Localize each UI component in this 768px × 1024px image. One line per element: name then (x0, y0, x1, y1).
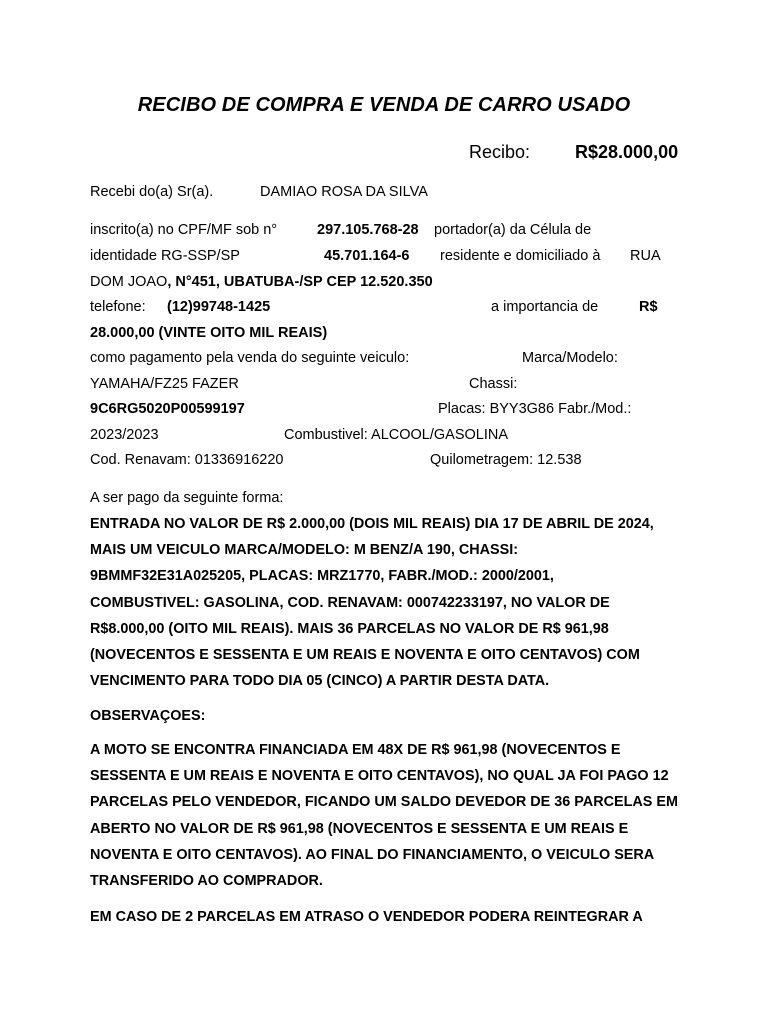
phone-value: (12)99748-1425 (167, 299, 271, 315)
received-from-name: DAMIAO ROSA DA SILVA (260, 184, 428, 200)
chassis-value: 9C6RG5020P00599197 (90, 401, 245, 417)
payment-line: (NOVECENTOS E SESSENTA E UM REAIS E NOVENTA E OITO CENTAVOS) COM (90, 647, 640, 664)
received-from-label: Recebi do(a) Sr(a). (90, 184, 214, 200)
observations-heading: OBSERVAÇOES: (90, 708, 206, 724)
payment-line: ENTRADA NO VALOR DE R$ 2.000,00 (DOIS MIL REAIS) DIA 17 DE ABRIL DE 2024, (90, 516, 654, 532)
observation-line: NOVENTA E OITO CENTAVOS). AO FINAL DO FINANCIAMENTO, O VEICULO SERA (90, 846, 655, 863)
brand-model-value: YAMAHA/FZ25 FAZER (90, 376, 239, 392)
observations-text (90, 737, 690, 894)
id-type: identidade RG-SSP/SP (90, 248, 240, 264)
document-title: RECIBO DE COMPRA E VENDA DE CARRO USADO (137, 94, 631, 116)
payment-line: VENCIMENTO PARA TODO DIA 05 (CINCO) A PARTIR DESTA DATA. (90, 673, 550, 690)
address-rest: , N°451, UBATUBA-/SP CEP 12.520.350 (167, 274, 433, 290)
receipt-amount: R$28.000,00 (575, 142, 679, 162)
observation-line: SESSENTA E UM REAIS E NOVENTA E OITO CENTAVOS), NO QUAL JA FOI PAGO 12 (90, 768, 669, 785)
id-value: 45.701.164-6 (324, 248, 410, 264)
payment-for-label: como pagamento pela venda do seguinte veiculo: (90, 350, 410, 366)
street-part-a: RUA (630, 248, 661, 264)
cpf-value: 297.105.768-28 (317, 222, 419, 238)
year-value: 2023/2023 (90, 427, 159, 443)
observation-line: A MOTO SE ENCONTRA FINANCIADA EM 48X DE R$ 961,98 (NOVECENTOS E (90, 742, 621, 758)
residence-label: residente e domiciliado à (440, 248, 601, 264)
final-clause: EM CASO DE 2 PARCELAS EM ATRASO O VENDEDOR PODERA REINTEGRAR A (90, 909, 643, 925)
observation-line: ABERTO NO VALOR DE R$ 961,98 (NOVECENTOS E SESSENTA E UM REAIS E (90, 820, 629, 837)
payment-line: 9BMMF32E31A025205, PLACAS: MRZ1770, FABR./MOD.: 2000/2001, (90, 568, 554, 585)
renavam-text: Cod. Renavam: 01336916220 (90, 452, 284, 468)
payment-line: MAIS UM VEICULO MARCA/MODELO: M BENZ/A 190, CHASSI: (90, 542, 519, 559)
observation-line: PARCELAS PELO VENDEDOR, FICANDO UM SALDO DEVEDOR DE 36 PARCELAS EM (90, 794, 678, 811)
payment-line: COMBUSTIVEL: GASOLINA, COD. RENAVAM: 000742233197, NO VALOR DE (90, 594, 610, 611)
amount-words: 28.000,00 (VINTE OITO MIL REAIS) (90, 325, 328, 341)
cpf-label: inscrito(a) no CPF/MF sob n° (90, 222, 278, 238)
payment-form-label: A ser pago da seguinte forma: (90, 490, 284, 506)
receipt-label: Recibo: (469, 142, 531, 162)
amount-label: a importancia de (491, 299, 599, 315)
mileage-text: Quilometragem: 12.538 (430, 452, 582, 468)
street-part-b: DOM JOAO (90, 274, 168, 290)
phone-label: telefone: (90, 299, 146, 315)
id-label: portador(a) da Célula de (434, 222, 592, 238)
chassis-label: Chassi: (469, 376, 518, 392)
brand-model-label: Marca/Modelo: (522, 350, 618, 366)
observation-line: TRANSFERIDO AO COMPRADOR. (90, 873, 323, 890)
fuel-text: Combustivel: ALCOOL/GASOLINA (284, 427, 509, 443)
address-line (90, 272, 433, 292)
payment-line: R$8.000,00 (OITO MIL REAIS). MAIS 36 PARCELAS NO VALOR DE R$ 961,98 (90, 620, 609, 637)
plates-text: Placas: BYY3G86 Fabr./Mod.: (438, 401, 632, 417)
payment-terms (90, 511, 690, 694)
amount-currency: R$ (639, 299, 658, 315)
